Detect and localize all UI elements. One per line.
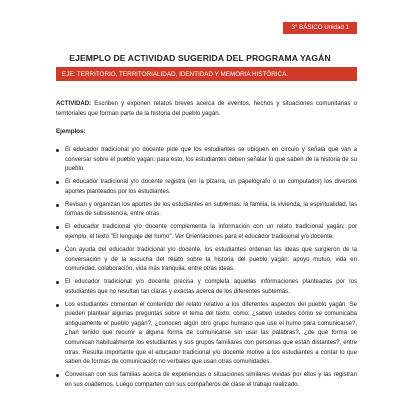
list-item-text: Conversan con sus familias acerca de experiencias o situaciones similares vividas por ellos y las registran en sus cuadernos. Luego comparten con sus compañeros de clase el trabajo realizado. [65,372,357,388]
bullet-icon [56,226,59,229]
bullet-icon [56,181,59,184]
list-item [56,201,357,220]
list-item [56,301,357,368]
activity-paragraph [56,99,357,118]
list-item [56,223,357,242]
list-item-text: El educador tradicional y/o docente registra (en la pizarra, un papelógrafo o un computador) los diversos aportes planteados por los estudiantes. [65,179,357,195]
list-item-text: Revisan y organizan los aportes de los estudiantes en subtemas: la familia, la vivienda, la espiritualidad, las formas de subsistencia, entre otras. [65,201,357,218]
list-item-text: El educador tradicional y/o docente complementa la información con un relato tradicional yagán; por ejemplo, el texto "El lenguaje del humo". Ver Orientaciones para el educador tradicional y/o docente. [65,224,357,240]
axis-banner-text: EJE: TERRITORIO, TERRITORIALIDAD, IDENTIDAD Y MEMORIA HISTÓRICA. [62,70,289,78]
list-item [56,278,357,297]
list-item [56,371,357,390]
list-item [56,246,357,275]
list-item [56,178,357,197]
bullet-icon [56,304,59,307]
list-item [56,146,357,175]
bullet-icon [56,204,59,207]
bullet-icon [56,281,59,284]
examples-list [56,146,357,394]
list-item-text: El educador tradicional y/o docente pide que los estudiantes se ubiquen en círculo y señala que van a conversar sobre el pueblo yagán; para esto, los estudiantes deben señalar lo que saben de la historia de su pueblo. [65,147,357,173]
bullet-icon [56,374,59,377]
axis-banner [56,67,357,81]
activity-label: ACTIVIDAD: [56,100,92,107]
bullet-icon [56,149,59,152]
bullet-icon [56,249,59,252]
list-item-text: El educador tradicional y/o docente precisa y completa aquellas informaciones planteadas por los estudiantes que no resultan tan claras y exactas acerca de los diferentes subtemas. [65,279,357,295]
page-title: EJEMPLO DE ACTIVIDAD SUGERIDA DEL PROGRAMA YAGÁN [69,53,331,63]
grade-unit-badge: 3° BÁSICO Unidad 1 [283,22,357,34]
list-item-text: Con ayuda del educador tradicional y/o docente, los estudiantes ordenan las ideas que surgieron de la conversación y de la escucha del relato sobre la historia del pueblo yagán: apoyo mutuo, vida en comunidad, colaboración, vida más tranquila, entre otras ideas. [65,246,357,273]
examples-label: Ejemplos: [56,128,86,135]
activity-text: Escriben y exponen relatos breves acerca de eventos, hechos y situaciones comunitarias o territoriales que forman parte de la historia del pueblo yagán. [56,100,357,117]
list-item-text: Los estudiantes comentan el contenido del relato relativo a los diferentes aspectos del pueblo yagán. Se pueden plantear algunas preguntas sobre el tema del texto, como: ¿saben ustedes cómo se comunicaba antiguamente el pueblo yagán?, ¿conocen algún otro grupo humano que use el humo para comunicarse?, ¿han tenido que recurrir a alguna forma de comunicarse sin usar las palabras?, ¿de qué forma se comunican habitualmente los estudiantes y sus grupos familiares con personas que están distantes?, entre otras. Resulta importante que el educador tradicional y/o docente motive a los estudiantes a contar lo que saben de formas de comunicación no verbales que usan otras comunidades. [65,301,357,366]
